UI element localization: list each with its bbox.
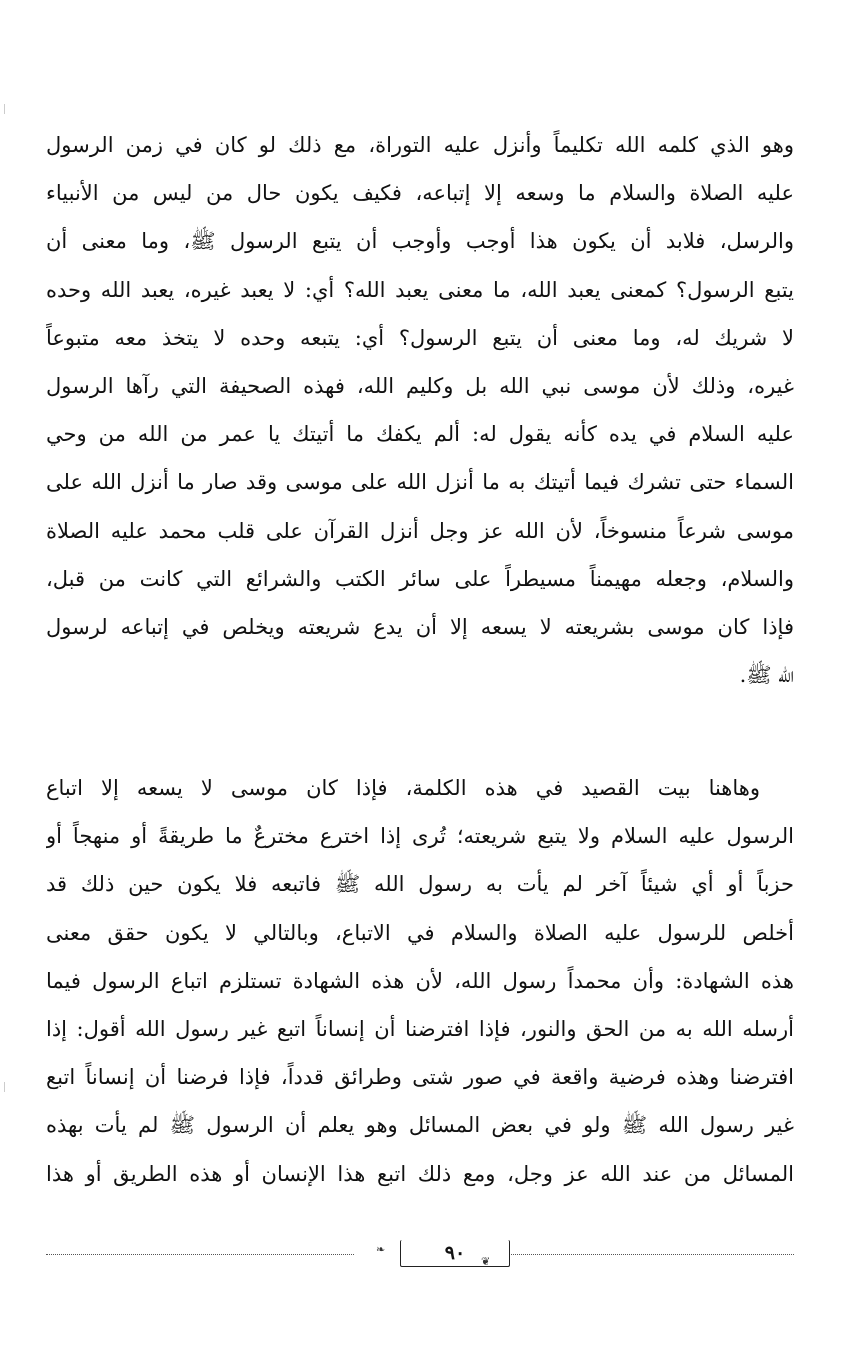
text-line: موسى شرعاً منسوخاً، لأن الله عز وجل أنزل القرآن على قلب محمد عليه الصلاة [46,518,794,543]
scan-edge-mark [4,1082,5,1092]
text-line: وهو الذي كلمه الله تكليماً وأنزل عليه التوراة، مع ذلك لو كان في زمن الرسول [46,133,794,157]
page-footer [46,1242,794,1282]
text-line: يتبع الرسول؟ كمعنى يعبد الله، ما معنى يعبد الله؟ أي: لا يعبد غيره، يعبد الله وحده [46,277,794,302]
text-line: فإذا كان موسى بشريعته لا يسعه إلا أن يدع شريعته ويخلص في إتباعه لرسول [46,614,794,639]
text-line: وهاهنا بيت القصيد في هذه الكلمة، فإذا كان موسى لا يسعه إلا اتباع [46,776,760,800]
text-line: الرسول عليه السلام ولا يتبع شريعته؛ تُرى إذا اخترع مخترعٌ ما طريقةً أو منهجاً أو [46,824,794,849]
text-line: السماء حتى تشرك فيما أتيتك به ما أنزل الله على موسى وقد صار ما أنزل الله على [46,470,794,495]
paragraph-1 [46,121,794,699]
page-number: ٩٠ [400,1240,510,1267]
text-line: غير رسول الله ﷺ ولو في بعض المسائل وهو يعلم أن الرسول ﷺ لم يأت بهذه [46,1113,794,1138]
text-line: عليه الصلاة والسلام ما وسعه إلا إتباعه، فكيف يكون حال من ليس من الأنبياء [46,181,794,206]
ornament-icon: ❧ [376,1243,386,1256]
ornament-icon: ❦ [481,1255,491,1268]
text-line: هذه الشهادة: وأن محمداً رسول الله، لأن هذه الشهادة تستلزم اتباع الرسول فيما [46,968,794,993]
text-line: أخلص للرسول عليه الصلاة والسلام في الاتباع، وبالتالي لا يكون حقق معنى [46,920,794,945]
text-line: حزباً أو أي شيئاً آخر لم يأت به رسول الله ﷺ فاتبعه فلا يكون حين ذلك قد [46,872,794,897]
text-line: والسلام، وجعله مهيمناً مسيطراً على سائر الكتب والشرائع التي كانت من قبل، [46,566,794,591]
text-line: غيره، وذلك لأن موسى نبي الله بل وكليم الله، فهذه الصحيفة التي رآها الرسول [46,373,794,398]
scan-edge-mark [4,104,5,114]
text-line: والرسل، فلابد أن يكون هذا أوجب وأوجب أن يتبع الرسول ﷺ، وما معنى أن [46,229,794,254]
text-line: عليه السلام في يده كأنه يقول له: ألم يكفك ما أتيتك يا عمر من الله من وحي [46,422,794,447]
text-line: أرسله الله به من الحق والنور، فإذا افترضنا أن إنساناً اتبع غير رسول الله أقول: إذا [46,1016,794,1041]
text-line: المسائل من عند الله عز وجل، ومع ذلك اتبع هذا الإنسان أو هذه الطريق أو هذا [46,1161,794,1186]
text-line: الله ﷺ. [739,663,794,688]
text-line: لا شريك له، وما معنى أن يتبع الرسول؟ أي: يتبعه وحده لا يتخذ معه متبوعاً [46,325,794,350]
text-line: افترضنا وهذه فرضية واقعة في صور شتى وطرائق قدداً، فإذا فرضنا أن إنساناً اتبع [46,1065,794,1090]
paragraph-2 [46,764,794,1198]
